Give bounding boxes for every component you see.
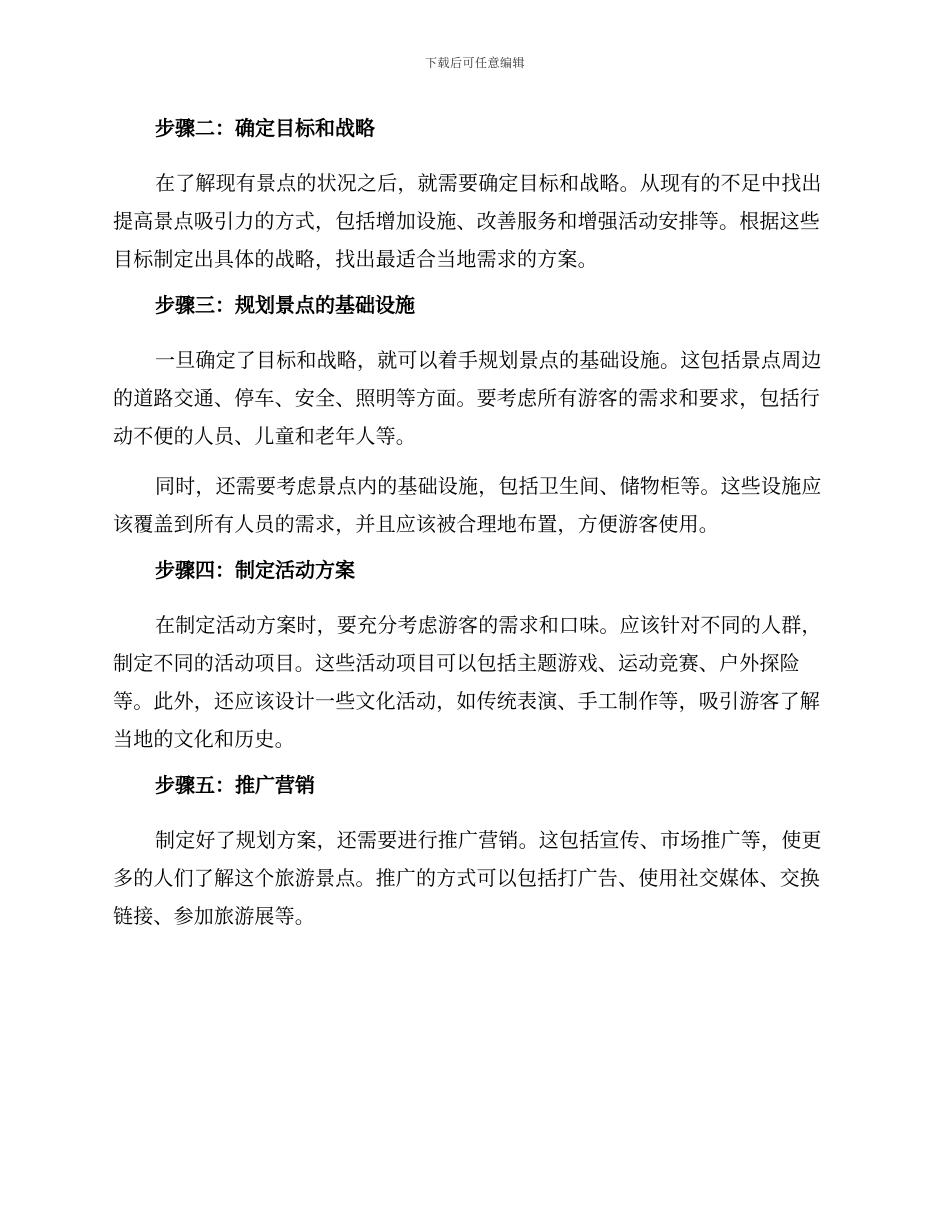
section-heading: 步骤三：规划景点的基础设施	[155, 293, 415, 317]
paragraph: 在了解现有景点的状况之后，就需要确定目标和战略。从现有的不足中找出提高景点吸引力的方式，包括增加设施、改善服务和增强活动安排等。根据这些目标制定出具体的战略，找出最适合当地需求的方案。	[113, 171, 822, 271]
paragraph: 在制定活动方案时，要充分考虑游客的需求和口味。应该针对不同的人群，制定不同的活动项目。这些活动项目可以包括主题游戏、运动竞赛、户外探险等。此外，还应该设计一些文化活动，如传统表演、手工制作等，吸引游客了解当地的文化和历史。	[113, 613, 822, 751]
paragraph: 同时，还需要考虑景点内的基础设施，包括卫生间、储物柜等。这些设施应该覆盖到所有人员的需求，并且应该被合理地布置，方便游客使用。	[113, 474, 822, 536]
section-heading: 步骤五：推广营销	[155, 773, 315, 797]
paragraph: 一旦确定了目标和战略，就可以着手规划景点的基础设施。这包括景点周边的道路交通、停车、安全、照明等方面。要考虑所有游客的需求和要求，包括行动不便的人员、儿童和老年人等。	[113, 348, 822, 448]
paragraph: 制定好了规划方案，还需要进行推广营销。这包括宣传、市场推广等，使更多的人们了解这个旅游景点。推广的方式可以包括打广告、使用社交媒体、交换链接、参加旅游展等。	[113, 828, 822, 928]
section-heading: 步骤二：确定目标和战略	[155, 116, 375, 140]
header-note: 下载后可任意编辑	[424, 56, 525, 70]
document-body	[113, 110, 833, 947]
section-heading: 步骤四：制定活动方案	[155, 558, 355, 582]
